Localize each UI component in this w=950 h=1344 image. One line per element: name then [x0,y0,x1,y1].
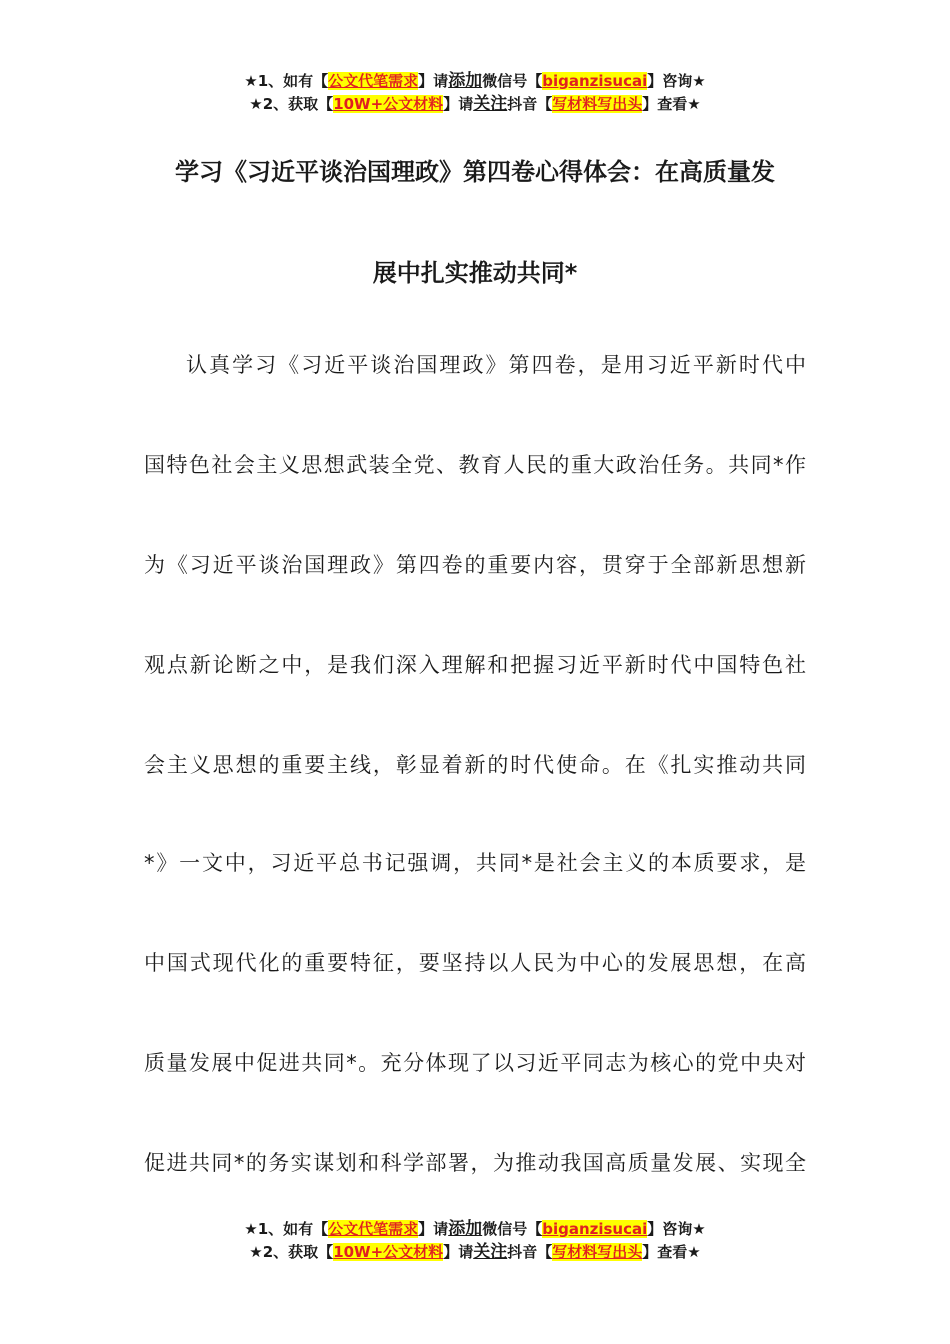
promo-highlight-materials: 10W+公文材料 [333,95,444,113]
promo-line-2 [0,1241,950,1264]
promo-line-1-mid1: 】请 [418,1220,449,1238]
body-line-8: 质量发展中促进共同*。充分体现了以习近平同志为核心的党中央对 [144,1051,806,1075]
body-line-9: 促进共同*的务实谋划和科学部署，为推动我国高质量发展、实现全 [144,1151,806,1175]
document-title-line-2: 展中扎实推动共同* [372,259,578,287]
promo-line-2 [0,93,950,116]
body-line-2: 国特色社会主义思想武装全党、教育人民的重大政治任务。共同*作 [144,453,806,477]
promo-highlight-writing-service: 公文代笔需求 [328,72,419,90]
promo-line-1-mid1: 】请 [418,72,449,90]
promo-line-1-prefix: ★1、如有【 [244,1220,329,1238]
promo-line-1-mid2: 微信号【 [482,1220,543,1238]
promo-emphasis-follow: 关注 [473,94,508,114]
promo-emphasis-add: 添加 [448,71,483,91]
promo-line-2-mid2: 抖音【 [507,1243,553,1261]
body-line-3: 为《习近平谈治国理政》第四卷的重要内容，贯穿于全部新思想新 [144,553,806,577]
promo-highlight-douyin-account: 写材料写出头 [552,95,643,113]
promo-line-1 [0,70,950,93]
promo-highlight-wechat-id: biganzisucai [542,1220,648,1238]
promo-line-1-suffix: 】咨询★ [647,72,706,90]
promo-line-2-mid1: 】请 [443,1243,474,1261]
promo-line-1-prefix: ★1、如有【 [244,72,329,90]
promo-line-1-suffix: 】咨询★ [647,1220,706,1238]
body-line-1: 认真学习《习近平谈治国理政》第四卷，是用习近平新时代中 [186,353,806,377]
promo-line-2-prefix: ★2、获取【 [249,1243,334,1261]
body-line-4: 观点新论断之中，是我们深入理解和把握习近平新时代中国特色社 [144,653,806,677]
promo-highlight-douyin-account: 写材料写出头 [552,1243,643,1261]
document-title-line-1: 学习《习近平谈治国理政》第四卷心得体会：在高质量发 [175,158,775,186]
promo-line-1-mid2: 微信号【 [482,72,543,90]
promo-highlight-wechat-id: biganzisucai [542,72,648,90]
promo-highlight-writing-service: 公文代笔需求 [328,1220,419,1238]
promo-line-2-mid2: 抖音【 [507,95,553,113]
promo-line-2-suffix: 】查看★ [642,95,701,113]
promo-line-1 [0,1218,950,1241]
promo-highlight-materials: 10W+公文材料 [333,1243,444,1261]
promo-line-2-prefix: ★2、获取【 [249,95,334,113]
promo-emphasis-add: 添加 [448,1219,483,1239]
promo-line-2-mid1: 】请 [443,95,474,113]
bottom-promo-banner [0,1218,950,1264]
promo-emphasis-follow: 关注 [473,1242,508,1262]
body-line-5: 会主义思想的重要主线，彰显着新的时代使命。在《扎实推动共同 [144,753,806,777]
body-line-6: *》一文中，习近平总书记强调，共同*是社会主义的本质要求，是 [144,851,806,875]
top-promo-banner [0,70,950,116]
promo-line-2-suffix: 】查看★ [642,1243,701,1261]
body-line-7: 中国式现代化的重要特征，要坚持以人民为中心的发展思想，在高 [144,951,806,975]
